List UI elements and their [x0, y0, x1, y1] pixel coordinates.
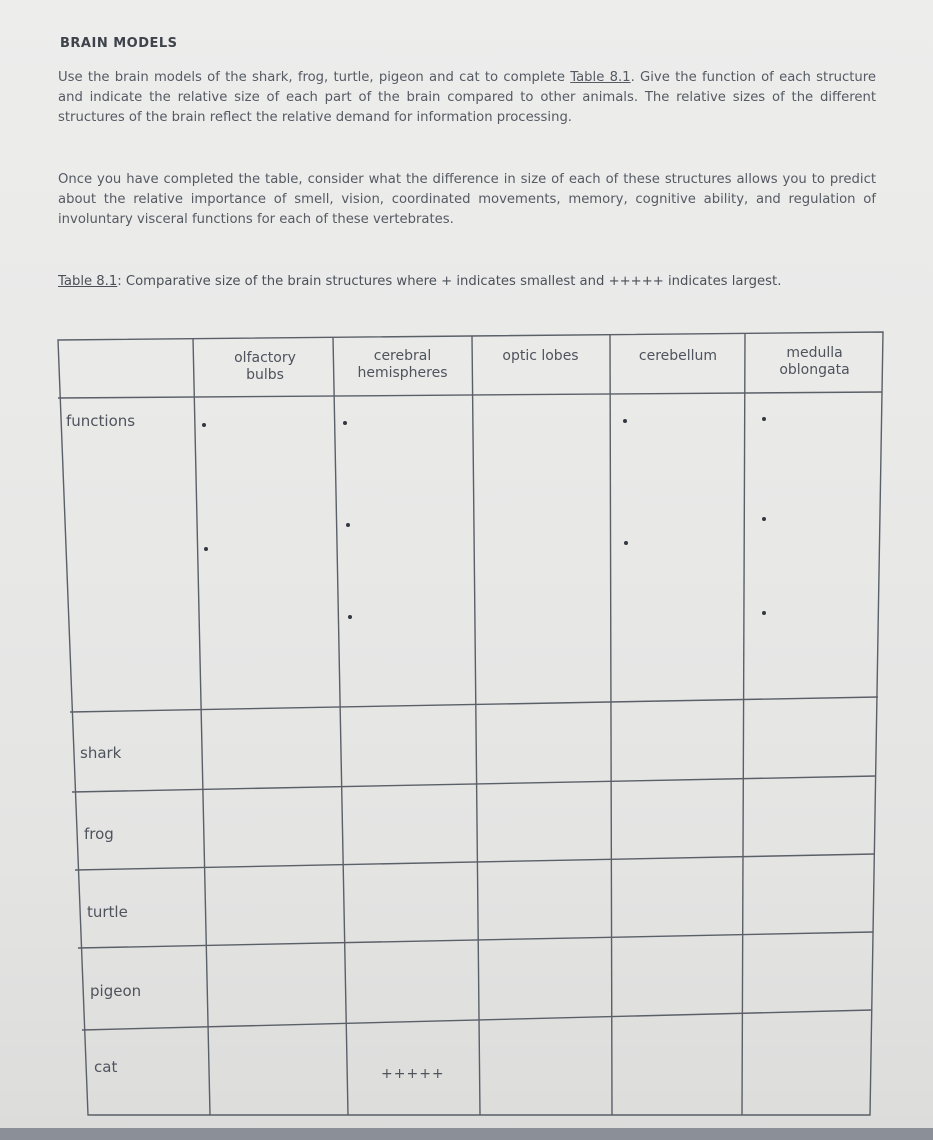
row-label-functions: functions	[66, 412, 136, 430]
bullet-dot	[762, 611, 766, 615]
column-header-line: medulla	[786, 345, 843, 361]
column-header-line: cerebellum	[638, 348, 718, 364]
column-header-cerebellum	[614, 348, 742, 365]
row-label-cat: cat	[94, 1058, 118, 1076]
row-label-pigeon: pigeon	[90, 982, 142, 1000]
column-header-medulla-oblongata	[752, 345, 877, 379]
bullet-dot	[348, 615, 352, 619]
prediction-paragraph: Once you have completed the table, consider what the difference in size of each of these structures allows you to predict about the relative importance of smell, vision, coordinated movements, memory, cognitive ability, and regulation of involuntary visceral functions for each of these vertebrates.	[58, 172, 876, 227]
bullet-dot	[762, 417, 766, 421]
column-header-line: optic lobes	[502, 348, 579, 364]
bullet-dot	[202, 423, 206, 427]
bullet-dot	[204, 547, 208, 551]
bullet-dot	[624, 541, 628, 545]
bullet-dot	[623, 419, 627, 423]
column-header-line: bulbs	[246, 367, 284, 383]
column-header-line: hemispheres	[357, 365, 448, 381]
instructions-text-end: . Give the function of each structure and indicate the relative size of each part of the brain compared to other animals. The relative sizes of the different structures of the brain reflect the relative demand for information processing.	[58, 70, 876, 125]
bullet-dot	[762, 517, 766, 521]
table-reference: Table 8.1	[570, 70, 631, 85]
row-label-turtle: turtle	[87, 903, 128, 921]
page-bottom-edge	[0, 1128, 933, 1140]
cat-cerebral-hemispheres-value: +++++	[381, 1066, 445, 1082]
table-caption-label: Table 8.1	[58, 274, 118, 289]
bullet-dot	[346, 523, 350, 527]
row-label-frog: frog	[84, 825, 114, 843]
column-header-line: olfactory	[234, 350, 296, 366]
column-header-olfactory-bulbs	[205, 350, 325, 384]
column-header-cerebral-hemispheres	[340, 348, 465, 382]
table-caption-text: : Comparative size of the brain structures where + indicates smallest and +++++ indicates largest.	[117, 274, 782, 289]
row-label-shark: shark	[80, 744, 122, 762]
bullet-dot	[343, 421, 347, 425]
column-header-line: oblongata	[779, 362, 850, 378]
column-header-line: cerebral	[373, 348, 432, 364]
instructions-text-start: Use the brain models of the shark, frog, turtle, pigeon and cat to complete	[58, 70, 571, 85]
page-heading: BRAIN MODELS	[60, 36, 178, 51]
column-header-optic-lobes	[478, 348, 603, 365]
